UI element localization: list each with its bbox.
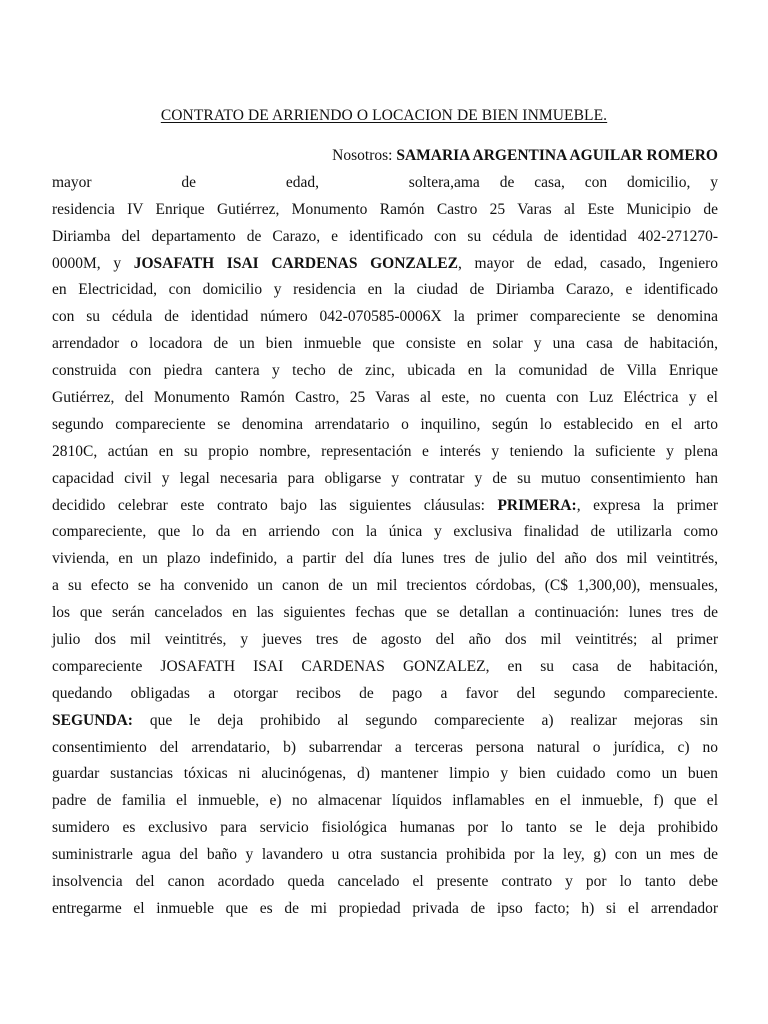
document-title: CONTRATO DE ARRIENDO O LOCACION DE BIEN INMUEBLE.: [160, 107, 608, 124]
text-line: Gutiérrez, del Monumento Ramón Castro, 25 Varas al este, no cuenta con Luz Eléctrica y el: [52, 389, 718, 407]
text-line: insolvencia del canon acordado queda cancelado el presente contrato y por lo tanto debe: [52, 873, 718, 891]
text-line: sumidero es exclusivo para servicio fisiológica humanas por lo tanto se le deja prohibido: [52, 819, 718, 837]
text-line: guardar sustancias tóxicas ni alucinógenas, d) mantener limpio y bien cuidado como un buen: [52, 765, 718, 783]
text-line: construida con piedra cantera y techo de zinc, ubicada en la comunidad de Villa Enrique: [52, 362, 718, 380]
lessee-name: JOSAFATH ISAI CARDENAS GONZALEZ: [133, 254, 458, 272]
text-line: con su cédula de identidad número 042-070585-0006X la primer compareciente se denomina: [52, 308, 718, 326]
text-line: a su efecto se ha convenido un canon de un mil trecientos córdobas, (C$ 1,300,00), mensuales,: [52, 577, 718, 595]
text-line: arrendador o locadora de un bien inmueble que consiste en solar y una casa de habitación,: [52, 335, 718, 353]
text-line: [52, 708, 718, 735]
text-line: segundo compareciente se denomina arrendatario o inquilino, según lo establecido en el arto: [52, 415, 718, 433]
clause-heading-primera: PRIMERA:: [497, 496, 577, 514]
text-line: Diriamba del departamento de Carazo, e identificado con su cédula de identidad 402-271270-: [52, 227, 718, 245]
document-body: [52, 143, 718, 923]
text-line: julio dos mil veintitrés, y jueves tres de agosto del año dos mil veintitrés; al primer: [52, 631, 718, 649]
text-line: consentimiento del arrendatario, b) subarrendar a terceras persona natural o jurídica, c) no: [52, 738, 718, 756]
text-line: vivienda, en un plazo indefinido, a partir del día lunes tres de julio del año dos mil veintitrés,: [52, 550, 718, 568]
text-line: capacidad civil y legal necesaria para obligarse y contratar y de su mutuo consentimiento han: [52, 469, 718, 487]
line-text: , mayor de edad, casado, Ingeniero: [457, 254, 718, 272]
text-line: en Electricidad, con domicilio y residencia en la ciudad de Diriamba Carazo, e identificado: [52, 281, 718, 299]
text-line: los que serán cancelados en las siguientes fechas que se detallan a continuación: lunes tres de: [52, 604, 718, 622]
text-line: compareciente, que lo da en arriendo con la única y exclusiva finalidad de utilizarla como: [52, 523, 718, 541]
text-line: [52, 143, 718, 170]
text-line: [52, 170, 718, 197]
line-text: 0000M, y: [52, 254, 134, 272]
line-text: Nosotros:: [332, 147, 397, 164]
line-text: que le deja prohibido al segundo compareciente a) realizar mejoras sin: [132, 711, 718, 729]
text-line: suministrarle agua del baño y lavandero u otra sustancia prohibida por la ley, g) con un mes de: [52, 846, 718, 864]
text-line: quedando obligadas a otorgar recibos de pago a favor del segundo compareciente.: [52, 684, 718, 702]
text-line: padre de familia el inmueble, e) no almacenar líquidos inflamables en el inmueble, f) que el: [52, 792, 718, 810]
text-line: [52, 251, 718, 278]
text-line: entregarme el inmueble que es de mi propiedad privada de ipso facto; h) si el arrendador: [52, 899, 718, 917]
lessor-name: SAMARIA ARGENTINA AGUILAR ROMERO: [396, 147, 718, 164]
line-text: , expresa la primer: [576, 496, 719, 514]
line-text: mayor de edad, soltera,: [52, 173, 454, 191]
text-line: [52, 493, 718, 520]
text-line: compareciente JOSAFATH ISAI CARDENAS GONZALEZ, en su casa de habitación,: [52, 657, 718, 675]
line-text: decidido celebrar este contrato bajo las siguientes cláusulas:: [52, 496, 498, 514]
text-line: 2810C, actúan en su propio nombre, representación e interés y teniendo la suficiente y plena: [52, 442, 718, 460]
text-line: residencia IV Enrique Gutiérrez, Monumento Ramón Castro 25 Varas al Este Municipio de: [52, 200, 718, 218]
clause-heading-segunda: SEGUNDA:: [52, 711, 133, 729]
line-text: ama de casa, con domicilio, y: [454, 173, 718, 191]
